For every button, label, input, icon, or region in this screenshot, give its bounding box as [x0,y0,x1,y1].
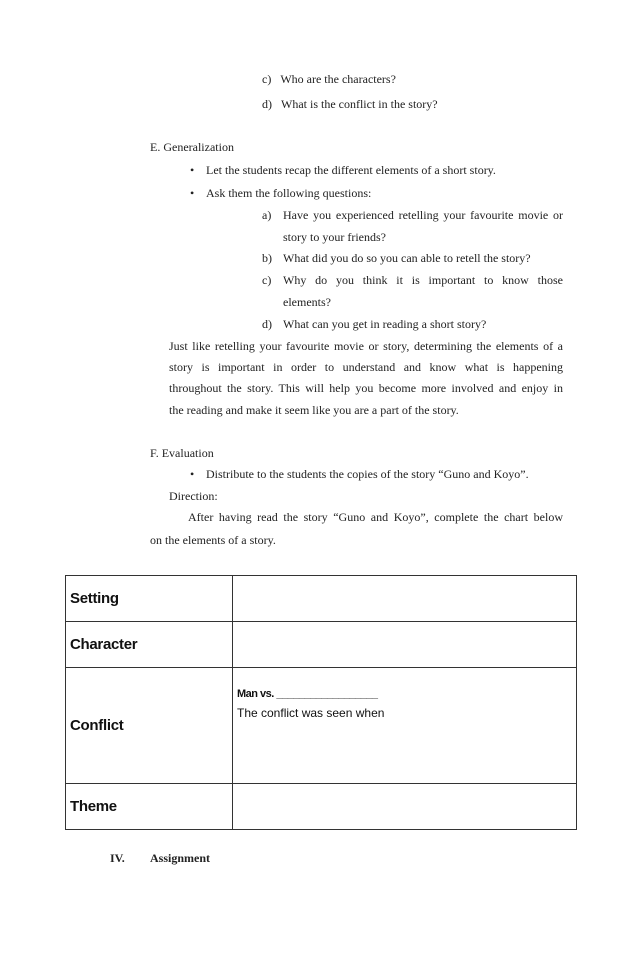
table-row-setting [66,576,577,622]
question-text: elements? [283,295,331,309]
question-text: Have you experienced retelling your favourite movie or [283,208,563,222]
question-c [262,72,396,87]
list-marker: d) [262,97,272,111]
table-row-character [66,622,577,668]
row-label-setting: Setting [70,590,119,607]
paragraph-line: story is important in order to understand and know what is happening [169,360,563,374]
direction-label: Direction: [169,489,218,503]
paragraph-line: Just like retelling your favourite movie or story, determining the elements of a [169,339,563,353]
bullet-item: • Let the students recap the different elements of a short story. [206,163,496,178]
paragraph-line: throughout the story. This will help you become more involved and enjoy in [169,381,563,395]
conflict-answer-cell[interactable] [233,668,577,784]
question-d [262,97,438,112]
question-text: What is the conflict in the story? [281,97,438,111]
setting-answer-cell[interactable] [233,576,577,622]
table-row-conflict [66,668,577,784]
list-marker: a) [262,208,272,222]
question-text: What can you get in reading a short story? [283,317,487,331]
list-marker: c) [262,72,272,86]
story-elements-chart [65,575,577,830]
list-marker: c) [262,273,272,287]
section-heading-generalization: E. Generalization [150,140,234,154]
bullet-item: • Distribute to the students the copies of the story “Guno and Koyo”. [206,467,529,482]
paragraph-line: the reading and make it seem like you are a part of the story. [169,403,459,417]
list-marker: d) [262,317,272,331]
row-label-conflict: Conflict [70,717,124,734]
section-heading-assignment: Assignment [150,851,211,865]
question-text: story to your friends? [283,230,386,244]
man-vs-blank: Man vs. __________________ [237,688,378,700]
question-text: Who are the characters? [280,72,396,86]
conflict-prompt: The conflict was seen when [237,706,385,720]
direction-line: After having read the story “Guno and Koyo”, complete the chart below [188,510,563,524]
section-heading-evaluation: F. Evaluation [150,446,214,460]
question-text: What did you do so you can able to retell the story? [283,251,531,265]
direction-line: on the elements of a story. [150,533,276,547]
table-row-theme [66,784,577,830]
list-marker: b) [262,251,272,265]
row-label-theme: Theme [70,798,117,815]
character-answer-cell[interactable] [233,622,577,668]
row-label-character: Character [70,636,138,653]
bullet-item: • Ask them the following questions: [206,186,371,201]
question-text: Why do you think it is important to know those [283,273,563,287]
section-number: IV. [110,851,125,865]
theme-answer-cell[interactable] [233,784,577,830]
